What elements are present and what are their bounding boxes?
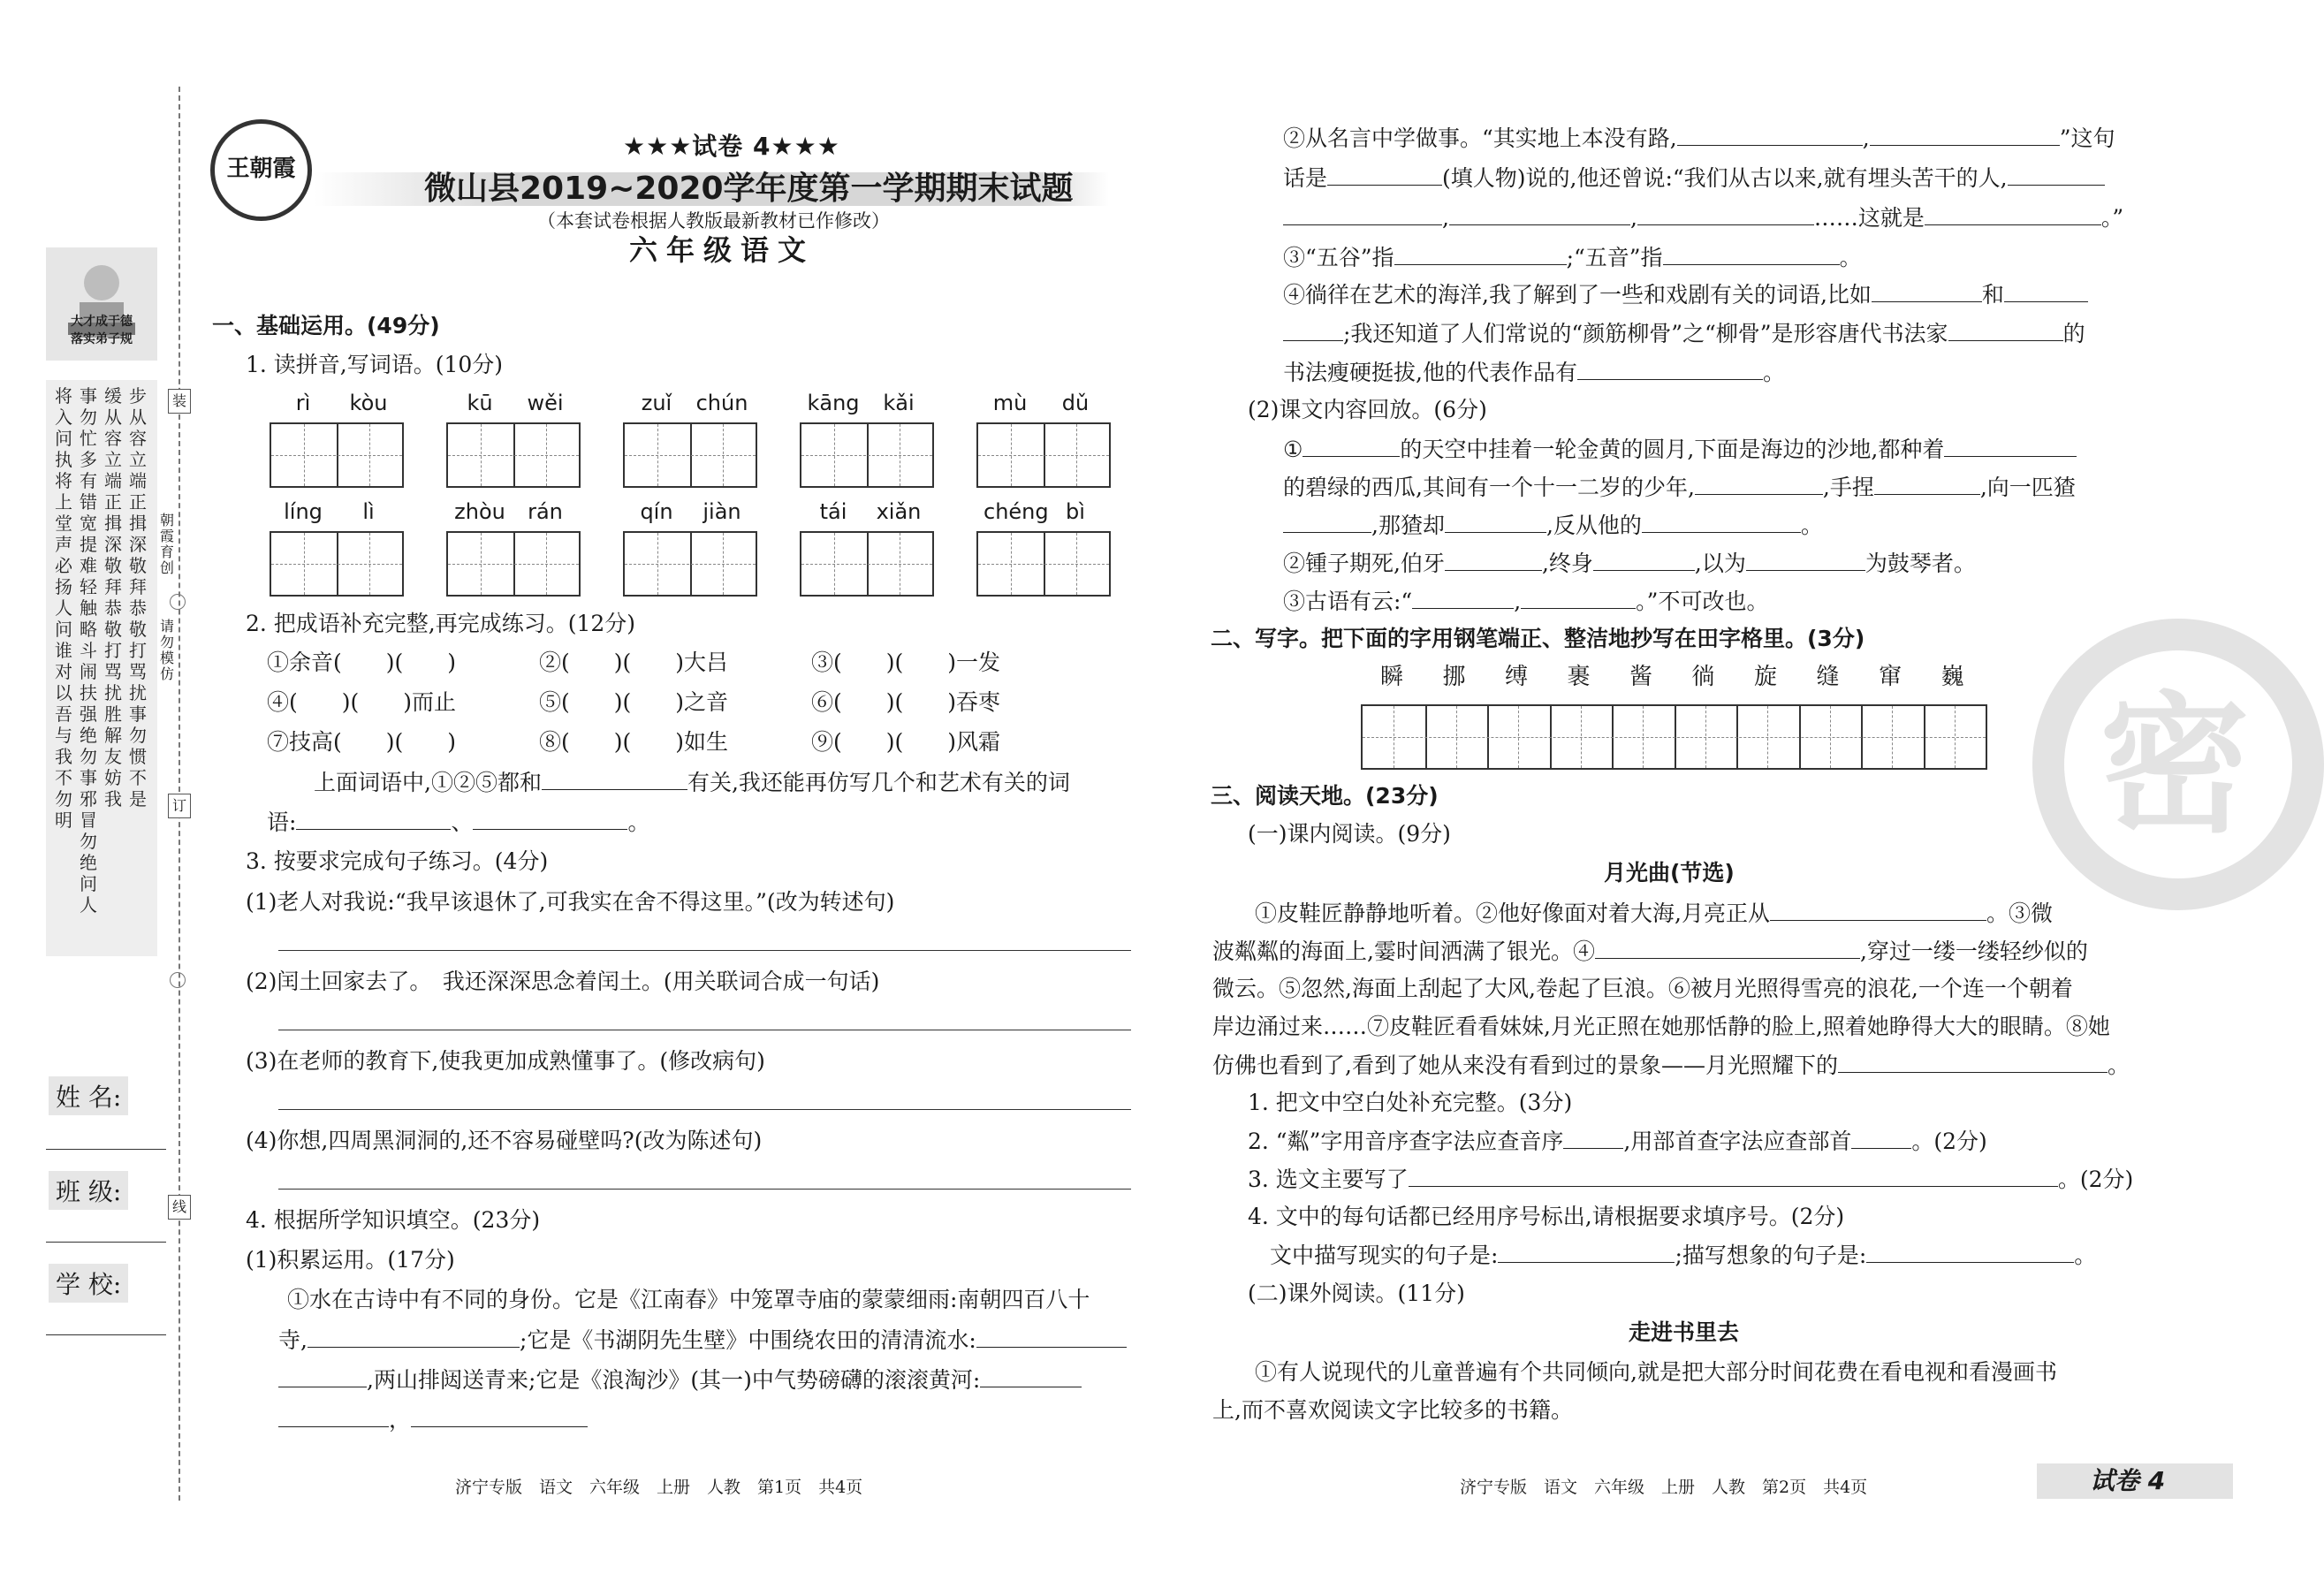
q3-item-3: (3)在老师的教育下,使我更加成熟懂事了。(修改病句): [246, 1048, 765, 1074]
q4-blank-6[interactable]: [411, 1403, 588, 1427]
pinyin-syllable: zuǐ: [641, 391, 672, 415]
q4-blank-5[interactable]: [278, 1403, 389, 1427]
school-label: 学 校:: [49, 1264, 128, 1303]
left-page-footer: 济宁专版 语文 六年级 上册 人教 第1页 共4页: [455, 1478, 863, 1497]
r-blank-14[interactable]: [1948, 317, 2063, 341]
q2-text-line1: 上面词语中,①②⑤都和 有关,我还能再仿写几个和艺术有关的词: [314, 766, 1070, 799]
copy-character: 挪: [1442, 664, 1466, 690]
q4-blank-4[interactable]: [980, 1364, 1082, 1387]
r-blank-5[interactable]: [1283, 201, 1442, 225]
reading-q4-blank-1[interactable]: [1498, 1239, 1675, 1263]
pinyin-syllable: rì: [295, 391, 311, 415]
copy-character: 裹: [1567, 664, 1591, 690]
idiom-8[interactable]: ⑧( )( )如生: [539, 729, 729, 755]
essay-line-2: 上,而不喜欢阅读文字比较多的书籍。: [1212, 1397, 1573, 1423]
q3-item-2: (2)闰土回家去了。 我还深深思念着闰土。(用关联词合成一句话): [246, 969, 880, 994]
copy-grid[interactable]: [1361, 704, 1987, 770]
r-para-6: ;我还知道了人们常说的“颜筋柳骨”之“柳骨”是形容唐代书法家 的: [1283, 317, 2085, 350]
tianzige-box[interactable]: [976, 422, 1111, 488]
idiom-5[interactable]: ⑤( )( )之音: [539, 689, 729, 715]
r-blank-9[interactable]: [1394, 241, 1567, 265]
q3-item-1: (1)老人对我说:“我早该退休了,可我实在舍不得这里。”(改为转述句): [246, 889, 895, 915]
exam-subtitle: （本套试卷根据人教版最新教材已作修改）: [537, 210, 890, 232]
tianzige-box[interactable]: [800, 422, 934, 488]
q2-heading: 2. 把成语补充完整,再完成练习。(12分): [246, 611, 636, 636]
reading-line-3: 微云。⑤忽然,海面上刮起了大风,卷起了巨浪。⑥被月光照得雪亮的浪花,一个连一个朝着: [1212, 976, 2073, 1001]
q3-answer-line-3[interactable]: [278, 1109, 1131, 1110]
copy-character: 缚: [1505, 664, 1529, 690]
sidebar-motto-1: 大才成于德: [71, 315, 133, 329]
r-para-5: ④徜徉在艺术的海洋,我了解到了一些和戏剧有关的词语,比如 和: [1283, 278, 2088, 311]
q2-blank-1[interactable]: [542, 766, 687, 790]
idiom-9[interactable]: ⑨( )( )风霜: [811, 729, 1001, 755]
r-blank-3[interactable]: [1327, 162, 1442, 186]
q4-para-line2: 寺, ;它是《书湖阴先生壁》中围绕农田的清清流水:: [278, 1324, 1127, 1357]
q3-answer-line-1[interactable]: [278, 950, 1131, 951]
r-recall-2: 的碧绿的西瓜,其间有一个十一二岁的少年, ,手捏 ,向一匹猹: [1283, 471, 2076, 504]
pinyin-syllable: zhòu: [454, 499, 505, 524]
tianzige-box[interactable]: [270, 422, 404, 488]
section-1-heading: 一、基础运用。(49分): [212, 313, 440, 338]
seal-character: 密: [2100, 677, 2251, 854]
sidebar-col-4: 步从容立端正揖深敬拜恭敬打骂扰事勿惯不是: [129, 385, 147, 810]
idiom-4[interactable]: ④( )( )而止: [267, 689, 457, 715]
r-blank-20[interactable]: [1283, 509, 1371, 533]
paper-tag: 试卷 4: [2090, 1466, 2166, 1495]
pinyin-syllable: xiǎn: [876, 499, 922, 524]
idiom-6[interactable]: ⑥( )( )吞枣: [811, 689, 1001, 715]
q2-text-line2: 语: 、 。: [267, 806, 649, 839]
r-para-3: , , ……这就是 。”: [1283, 201, 2123, 234]
reading-line-4: 岸边涌过来……⑦皮鞋匠看看妹妹,月光正照在她那恬静的脸上,照着她睁得大大的眼睛。⑧她: [1212, 1014, 2110, 1039]
reading-blank-3[interactable]: [1838, 1049, 2108, 1073]
binding-hole-icon: [170, 594, 186, 610]
r-blank-27[interactable]: [1521, 585, 1636, 609]
sidebar-small-note-2: 请勿模仿: [160, 618, 175, 682]
pinyin-syllable: chún: [695, 391, 748, 415]
series-label: ★★★试卷 4★★★: [623, 132, 840, 161]
r-para-7: 书法瘦硬挺拔,他的代表作品有 。: [1283, 356, 1785, 389]
copy-character: 巍: [1940, 664, 1964, 690]
r-para-2: 话是 (填人物)说的,他还曾说:“我们从古以来,就有埋头苦干的人,: [1283, 162, 2105, 194]
pinyin-syllable: jiàn: [703, 499, 741, 524]
reading-q3-blank[interactable]: [1409, 1163, 2058, 1187]
reading-q2-blank-1[interactable]: [1563, 1125, 1623, 1149]
r-blank-15[interactable]: [1577, 356, 1763, 380]
r-blank-1[interactable]: [1677, 122, 1863, 146]
tianzige-box[interactable]: [623, 531, 757, 597]
reading-q2: 2. “粼”字用音序查字法应查音序 ,用部首查字法应查部首 。(2分): [1248, 1125, 1987, 1158]
binding-hole-icon: [170, 972, 186, 988]
q4-para-line1: ①水在古诗中有不同的身份。它是《江南春》中笼罩寺庙的蒙蒙细雨:南朝四百八十: [287, 1287, 1090, 1312]
r-blank-23[interactable]: [1445, 547, 1542, 571]
r-blank-21[interactable]: [1445, 509, 1546, 533]
q3-item-4: (4)你想,四周黑洞洞的,还不容易碰壁吗?(改为陈述句): [246, 1128, 763, 1153]
name-field[interactable]: [46, 1149, 166, 1150]
r-blank-2[interactable]: [1870, 122, 2060, 146]
q3-answer-line-4[interactable]: [278, 1189, 1131, 1190]
r-blank-24[interactable]: [1593, 547, 1695, 571]
reading-1-heading: (一)课内阅读。(9分): [1248, 821, 1451, 847]
idiom-2[interactable]: ②( )( )大吕: [539, 650, 729, 675]
q4-para-line3: ,两山排闼送青来;它是《浪淘沙》(其一)中气势磅礴的滚滚黄河:: [278, 1364, 1082, 1396]
reading-q4-blank-2[interactable]: [1866, 1239, 2074, 1263]
q4-blank-3[interactable]: [278, 1364, 367, 1387]
idiom-1[interactable]: ①余音( )( ): [267, 650, 457, 675]
sidebar-text-box: [46, 380, 157, 956]
reading-1-title: 月光曲(节选): [1604, 860, 1735, 886]
section-3-heading: 三、阅读天地。(23分): [1211, 783, 1439, 809]
q4-para-line4: ，: [278, 1403, 588, 1436]
r-recall-3: ,那猹却 ,反从他的 。: [1283, 509, 1823, 542]
q2-blank-3[interactable]: [473, 806, 627, 830]
pinyin-syllable: rán: [528, 499, 563, 524]
r-blank-4[interactable]: [2008, 162, 2105, 186]
pinyin-syllable: mù: [992, 391, 1028, 415]
r-para-1: ②从名言中学做事。“其实地上本没有路, , ”这句: [1283, 122, 2115, 155]
class-field[interactable]: [46, 1242, 166, 1243]
r-recall-1: ① 的天空中挂着一轮金黄的圆月,下面是海边的沙地,都种着: [1283, 433, 2077, 466]
q3-heading: 3. 按要求完成句子练习。(4分): [246, 848, 549, 874]
copy-character: 旋: [1754, 664, 1778, 690]
reading-blank-2[interactable]: [1595, 935, 1860, 959]
class-label: 班 级:: [49, 1171, 128, 1210]
pinyin-syllable: wěi: [527, 391, 564, 415]
reading-line-2: 波粼粼的海面上,霎时间洒满了银光。④ ,穿过一缕一缕轻纱似的: [1212, 935, 2088, 968]
school-field[interactable]: [46, 1334, 166, 1335]
pinyin-syllable: kǎi: [883, 391, 915, 415]
sidebar-col-2: 事勿忙多有错宽提难轻触略斗闹扶强绝勿事邪冒勿绝问人: [80, 385, 97, 916]
r-blank-22[interactable]: [1642, 509, 1801, 533]
reading-q2-blank-2[interactable]: [1851, 1125, 1911, 1149]
tianzige-box[interactable]: [446, 531, 581, 597]
tianzige-box[interactable]: [976, 531, 1111, 597]
copy-character: 窜: [1879, 664, 1902, 690]
reading-q4-answers: 文中描写现实的句子是: ;描写想象的句子是: 。: [1270, 1239, 2096, 1272]
q1-heading: 1. 读拼音,写词语。(10分): [246, 352, 504, 377]
grade-subject: 六年级语文: [629, 233, 816, 267]
tianzige-box[interactable]: [270, 531, 404, 597]
copy-character: 酱: [1629, 664, 1653, 690]
r-q2-heading: (2)课文内容回放。(6分): [1248, 397, 1487, 422]
reading-blank-1[interactable]: [1770, 897, 1986, 921]
pinyin-syllable: kū: [467, 391, 493, 415]
r-blank-17[interactable]: [1944, 433, 2077, 457]
reading-q3: 3. 选文主要写了 。(2分): [1248, 1163, 2133, 1196]
q4-heading: 4. 根据所学知识填空。(23分): [246, 1207, 541, 1233]
pinyin-syllable: líng: [284, 499, 323, 524]
reading-q4: 4. 文中的每句话都已经用序号标出,请根据要求填序号。(2分): [1248, 1204, 1845, 1229]
q4-1-heading: (1)积累运用。(17分): [246, 1247, 455, 1273]
r-blank-19[interactable]: [1874, 471, 1980, 495]
r-blank-13[interactable]: [1283, 317, 1343, 341]
r-blank-10[interactable]: [1663, 241, 1840, 265]
brand-logo: [210, 119, 312, 221]
r-blank-26[interactable]: [1412, 585, 1514, 609]
pinyin-syllable: bì: [1066, 499, 1085, 524]
binding-label-zhuang: 装: [168, 389, 191, 414]
pinyin-syllable: lì: [362, 499, 375, 524]
r-recall-4: ②锺子期死,伯牙 ,终身 ,以为 为鼓琴者。: [1283, 547, 1976, 580]
reading-line-5: 仿佛也看到了,看到了她从来没有看到过的景象——月光照耀下的 。: [1212, 1049, 2130, 1082]
r-blank-12[interactable]: [2004, 278, 2088, 302]
idiom-3[interactable]: ③( )( )一发: [811, 650, 1001, 675]
r-blank-25[interactable]: [1746, 547, 1865, 571]
reading-line-1: ①皮鞋匠静静地听着。②他好像面对着大海,月亮正从 。③微: [1255, 897, 2053, 930]
name-label: 姓 名:: [49, 1076, 128, 1115]
q2-blank-2[interactable]: [296, 806, 451, 830]
pinyin-syllable: dǔ: [1061, 391, 1090, 415]
grid-midline: [1363, 737, 1986, 738]
r-blank-18[interactable]: [1695, 471, 1823, 495]
copy-character: 徜: [1691, 664, 1715, 690]
tianzige-box[interactable]: [623, 422, 757, 488]
q4-blank-1[interactable]: [308, 1324, 520, 1348]
right-page-footer: 济宁专版 语文 六年级 上册 人教 第2页 共4页: [1460, 1478, 1868, 1497]
sidebar-motto-2: 落实弟子规: [71, 332, 133, 346]
pinyin-syllable: tái: [819, 499, 847, 524]
binding-label-ding: 订: [168, 794, 191, 818]
pinyin-syllable: qín: [640, 499, 673, 524]
r-blank-8[interactable]: [1925, 201, 2101, 225]
idiom-7[interactable]: ⑦技高( )( ): [267, 729, 457, 755]
r-blank-11[interactable]: [1872, 278, 1982, 302]
pinyin-syllable: kāng: [807, 391, 860, 415]
r-blank-7[interactable]: [1637, 201, 1814, 225]
reading-q1: 1. 把文中空白处补充完整。(3分): [1248, 1090, 1573, 1115]
sidebar-col-1: 将入问执将上堂声必扬人问谁对以吾与我不勿明: [55, 385, 72, 831]
r-blank-6[interactable]: [1449, 201, 1630, 225]
pinyin-syllable: chéng: [984, 499, 1049, 524]
r-recall-5: ③古语有云:“ , 。”不可改也。: [1283, 585, 1768, 618]
r-blank-16[interactable]: [1303, 433, 1400, 457]
exam-title: 微山县2019~2020学年度第一学期期末试题: [424, 171, 1074, 207]
section-2-heading: 二、写字。把下面的字用钢笔端正、整洁地抄写在田字格里。(3分): [1211, 626, 1865, 651]
reading-2-title: 走进书里去: [1629, 1319, 1740, 1345]
confidential-seal: [2032, 619, 2324, 910]
tianzige-box[interactable]: [446, 422, 581, 488]
copy-character: 缝: [1816, 664, 1840, 690]
q4-blank-2[interactable]: [976, 1324, 1127, 1348]
copy-character: 瞬: [1380, 664, 1404, 690]
brand-logo-text: 王朝霞: [226, 156, 296, 182]
reading-2-heading: (二)课外阅读。(11分): [1248, 1281, 1465, 1306]
sidebar-col-3: 缓从容立端正揖深敬拜恭敬打骂扰胜解友妨我: [104, 385, 122, 810]
sidebar-small-note-1: 朝霞育创: [160, 512, 175, 576]
r-para-4: ③“五谷”指 ;“五音”指 。: [1283, 241, 1862, 274]
binding-label-xian: 线: [168, 1195, 191, 1220]
essay-line-1: ①有人说现代的儿童普遍有个共同倾向,就是把大部分时间花费在看电视和看漫画书: [1255, 1359, 2057, 1385]
pinyin-syllable: kòu: [349, 391, 388, 415]
tianzige-box[interactable]: [800, 531, 934, 597]
